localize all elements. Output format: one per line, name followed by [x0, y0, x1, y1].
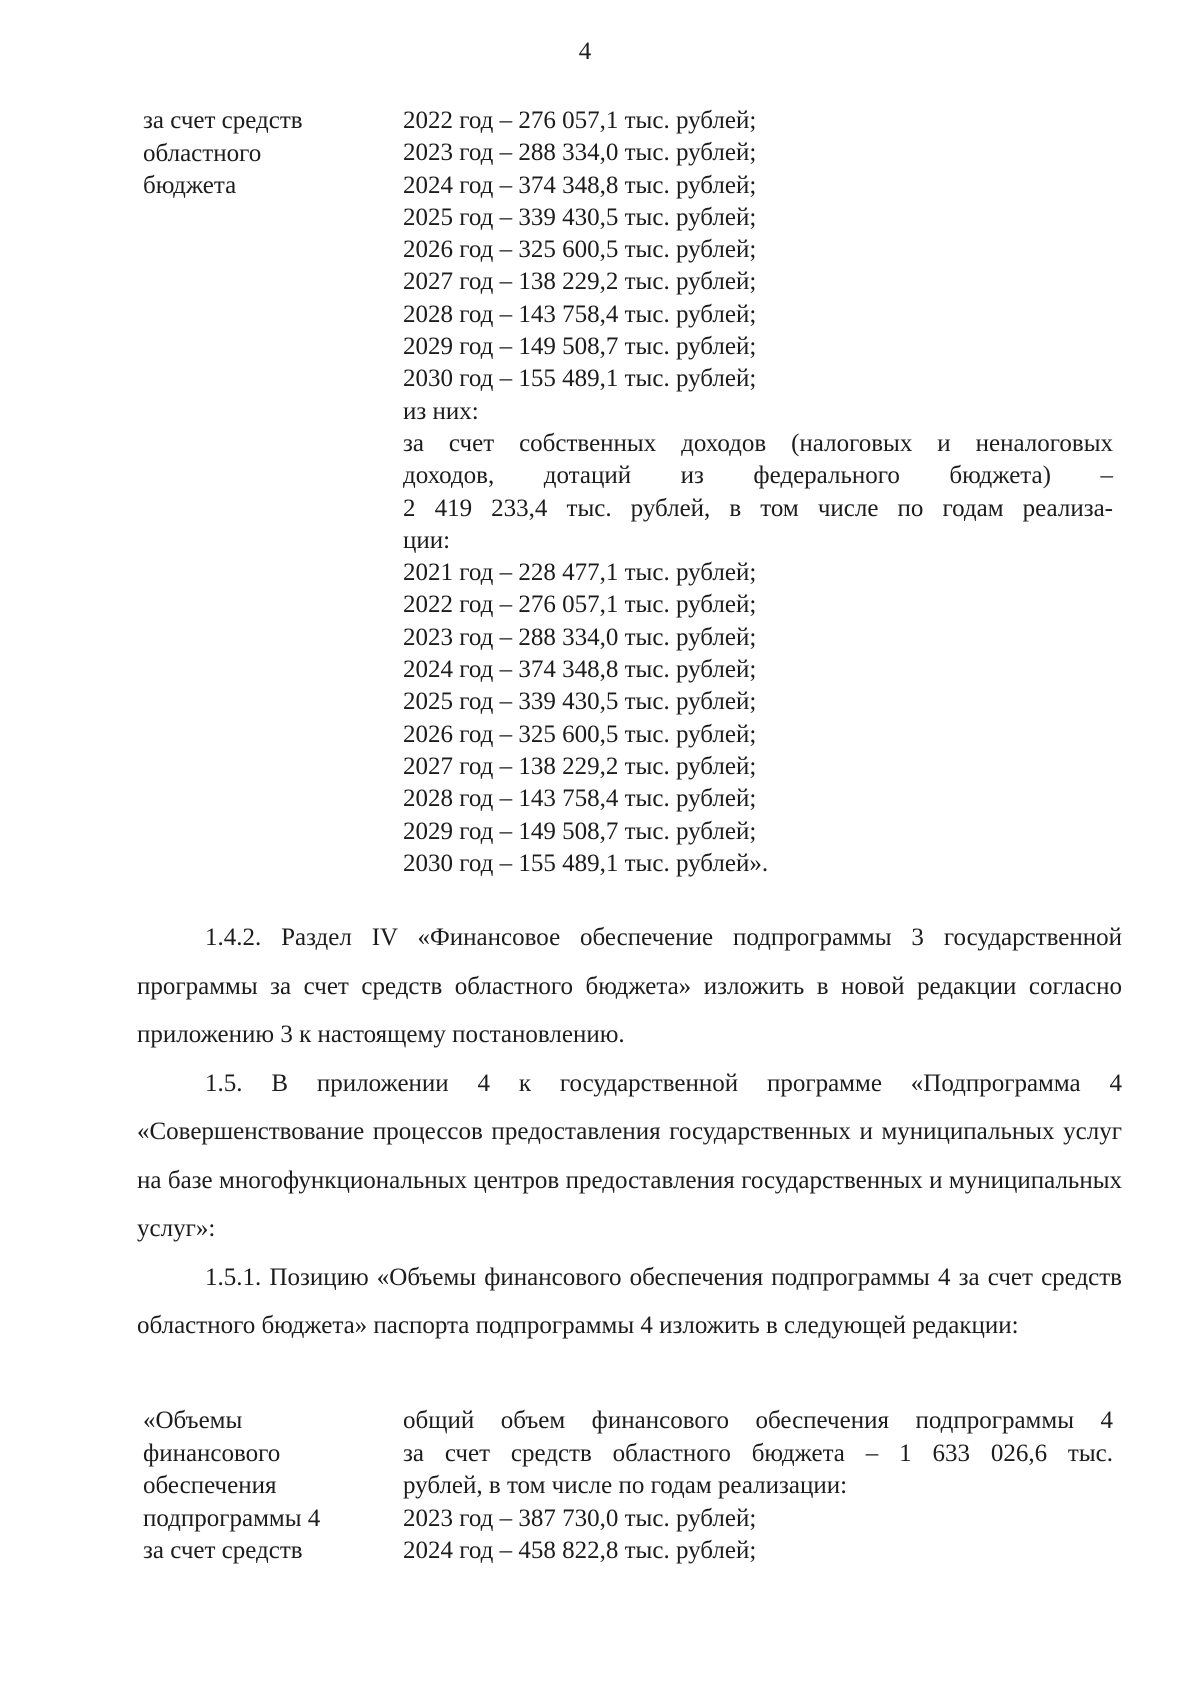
funding-line: 2022 год – 276 057,1 тыс. рублей;: [403, 591, 757, 619]
funding-line: 2024 год – 458 822,8 тыс. рублей;: [403, 1537, 757, 1564]
funding-line: 2025 год – 339 430,5 тыс. рублей;: [403, 688, 757, 716]
label-line: за счет средств: [143, 107, 303, 134]
funding-text-line: 2 419 233,4 тыс. рублей, в том числе по годам реализа-: [403, 494, 1113, 522]
funding-line: 2024 год – 374 348,8 тыс. рублей;: [403, 171, 757, 199]
funding-line: 2025 год – 339 430,5 тыс. рублей;: [403, 203, 757, 231]
label-line: обеспечения: [143, 1472, 277, 1499]
funding-label-block-1: [143, 105, 373, 203]
funding-text-line: за счет собственных доходов (налоговых и неналоговых: [403, 429, 1113, 457]
funding-line: 2023 год – 387 730,0 тыс. рублей;: [403, 1504, 757, 1532]
funding-line: 2029 год – 149 508,7 тыс. рублей;: [403, 333, 757, 361]
label-line: областного: [143, 139, 262, 167]
funding-line: 2027 год – 138 229,2 тыс. рублей;: [403, 268, 757, 296]
funding-line: 2030 год – 155 489,1 тыс. рублей;: [403, 365, 757, 393]
funding-line: 2023 год – 288 334,0 тыс. рублей;: [403, 139, 757, 167]
funding-values-block-2: [403, 1405, 1113, 1568]
funding-line: 2027 год – 138 229,2 тыс. рублей;: [403, 752, 757, 780]
label-line: подпрограммы 4: [143, 1504, 321, 1532]
funding-line: ции:: [403, 526, 451, 554]
funding-line: 2030 год – 155 489,1 тыс. рублей».: [403, 849, 769, 877]
body-paragraphs: [137, 914, 1122, 1351]
funding-line: рублей, в том числе по годам реализации:: [403, 1472, 848, 1499]
funding-line: 2029 год – 149 508,7 тыс. рублей;: [403, 817, 757, 845]
funding-values-block-1: [403, 105, 1113, 880]
funding-text-line: общий объем финансового обеспечения подпрограммы 4: [403, 1407, 1113, 1434]
paragraph-1-5-1: 1.5.1. Позицию «Объемы финансового обеспечения подпрограммы 4 за счет средств областного бюджета» паспорта подпрограммы 4 изложить в следующей редакции:: [137, 1263, 1122, 1339]
funding-text-line: доходов, дотаций из федерального бюджета) –: [403, 462, 1113, 490]
paragraph-1-5: 1.5. В приложении 4 к государственной программе «Подпрограмма 4 «Совершенствование процессов предоставления государственных и муниципальных услуг на базе многофункциональных центров предоставления государственных и муниципальных услуг»:: [137, 1069, 1122, 1242]
funding-line: 2022 год – 276 057,1 тыс. рублей;: [403, 107, 757, 134]
funding-label-block-2: [143, 1405, 373, 1568]
paragraph-1-4-2: 1.4.2. Раздел IV «Финансовое обеспечение подпрограммы 3 государственной программы за счет средств областного бюджета» изложить в новой редакции согласно приложению 3 к настоящему постановлению.: [137, 924, 1122, 1048]
label-line: бюджета: [143, 172, 237, 199]
funding-line: 2021 год – 228 477,1 тыс. рублей;: [403, 559, 757, 587]
funding-line: 2026 год – 325 600,5 тыс. рублей;: [403, 236, 757, 264]
funding-text-line: за счет средств областного бюджета – 1 633 026,6 тыс.: [403, 1439, 1113, 1467]
funding-line: 2028 год – 143 758,4 тыс. рублей;: [403, 300, 757, 328]
label-line: «Объемы: [143, 1407, 243, 1434]
label-line: финансового: [143, 1439, 281, 1467]
funding-line: из них:: [403, 397, 479, 425]
funding-line: 2028 год – 143 758,4 тыс. рублей;: [403, 785, 757, 813]
page-number: 4: [578, 38, 592, 65]
funding-line: 2024 год – 374 348,8 тыс. рублей;: [403, 656, 757, 684]
label-line: за счет средств: [143, 1537, 303, 1564]
funding-line: 2026 год – 325 600,5 тыс. рублей;: [403, 720, 757, 748]
funding-line: 2023 год – 288 334,0 тыс. рублей;: [403, 623, 757, 651]
